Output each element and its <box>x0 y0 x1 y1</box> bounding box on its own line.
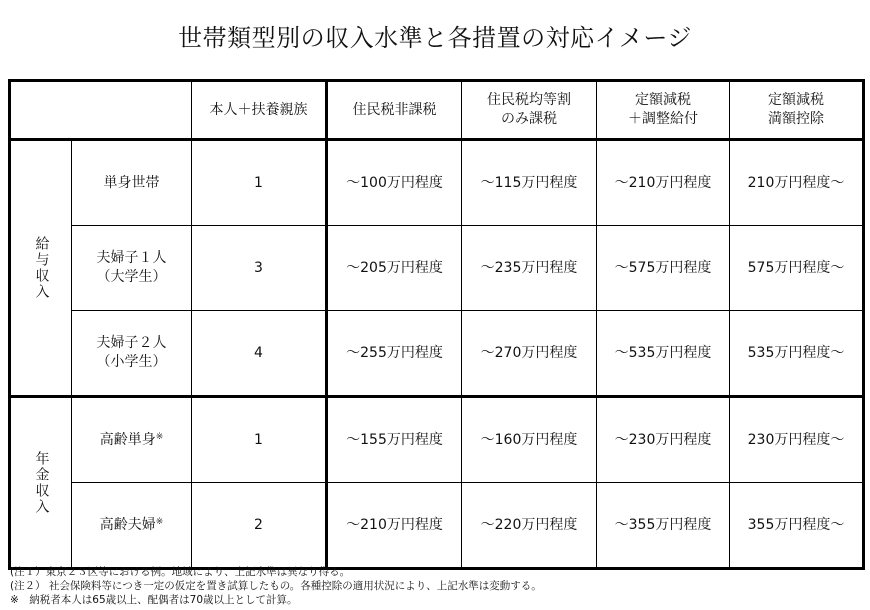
column-header-label: 定額減税 満額控除 <box>768 92 824 127</box>
household-type: 単身世帯 <box>103 174 160 191</box>
income-threshold-cell: ～210万円程度 <box>327 483 462 569</box>
member-count: 3 <box>192 226 327 311</box>
income-threshold-cell: 535万円程度～ <box>730 311 864 397</box>
household-type-cell <box>72 397 192 483</box>
household-type-cell <box>72 226 192 311</box>
column-header <box>192 81 327 140</box>
column-header-label: 住民税均等割 のみ課税 <box>487 92 571 127</box>
household-subtype: （小学生） <box>96 354 167 370</box>
income-threshold-cell: ～230万円程度 <box>597 397 730 483</box>
note-mark: ※ <box>155 516 164 527</box>
income-threshold-cell: ～575万円程度 <box>597 226 730 311</box>
page-title: 世帯類型別の収入水準と各措置の対応イメージ <box>178 24 692 52</box>
income-threshold-cell: 355万円程度～ <box>730 483 864 569</box>
column-header <box>597 81 730 140</box>
household-type-cell <box>72 140 192 226</box>
income-threshold-cell: ～355万円程度 <box>597 483 730 569</box>
income-threshold-cell: ～270万円程度 <box>462 311 597 397</box>
header-blank <box>10 81 192 140</box>
column-header-label: 本人＋扶養親族 <box>209 101 308 118</box>
column-header-label: 定額減税 ＋調整給付 <box>628 92 698 127</box>
income-threshold-cell: ～205万円程度 <box>327 226 462 311</box>
income-threshold-cell: 575万円程度～ <box>730 226 864 311</box>
note-mark: ※ <box>155 431 164 442</box>
income-threshold-table <box>8 79 865 570</box>
household-type: 高齢単身 <box>99 431 156 448</box>
income-threshold-cell: ～100万円程度 <box>327 140 462 226</box>
column-header <box>462 81 597 140</box>
income-threshold-cell: ～160万円程度 <box>462 397 597 483</box>
household-type: 高齢夫婦 <box>99 516 156 533</box>
note-2: (注２） 社会保険料等につき一定の仮定を置き試算したもの。各種控除の適用状況により、上記水準は変動する。 <box>10 580 542 592</box>
group-label-cell <box>10 397 72 569</box>
group-label: 給与収入 <box>33 236 50 300</box>
table-row <box>10 140 864 226</box>
note-3: ※ 納税者本人は65歳以上、配偶者は70歳以上として計算。 <box>10 594 298 606</box>
household-type-cell <box>72 311 192 397</box>
income-threshold-cell: ～155万円程度 <box>327 397 462 483</box>
income-threshold-cell: ～210万円程度 <box>597 140 730 226</box>
member-count: 1 <box>192 397 327 483</box>
household-type: 夫婦子２人 <box>96 335 167 352</box>
column-header-label: 住民税非課税 <box>352 101 437 118</box>
household-subtype: （大学生） <box>96 269 167 285</box>
table-row <box>10 483 864 569</box>
column-header <box>327 81 462 140</box>
notes <box>10 565 542 607</box>
note-1: (注１）東京２３区等における例。地域により、上記水準は異なり得る。 <box>10 566 351 578</box>
group-label-cell <box>10 140 72 397</box>
income-threshold-cell: ～255万円程度 <box>327 311 462 397</box>
member-count: 1 <box>192 140 327 226</box>
table-row <box>10 311 864 397</box>
income-threshold-cell: 210万円程度～ <box>730 140 864 226</box>
member-count: 4 <box>192 311 327 397</box>
table-row <box>10 397 864 483</box>
income-threshold-cell: ～535万円程度 <box>597 311 730 397</box>
income-threshold-cell: 230万円程度～ <box>730 397 864 483</box>
header-row <box>10 81 864 140</box>
income-threshold-cell: ～235万円程度 <box>462 226 597 311</box>
table-row <box>10 226 864 311</box>
income-threshold-cell: ～115万円程度 <box>462 140 597 226</box>
group-label: 年金収入 <box>33 450 50 515</box>
household-type: 夫婦子１人 <box>96 250 167 267</box>
column-header <box>730 81 864 140</box>
household-type-cell <box>72 483 192 569</box>
member-count: 2 <box>192 483 327 569</box>
income-threshold-cell: ～220万円程度 <box>462 483 597 569</box>
